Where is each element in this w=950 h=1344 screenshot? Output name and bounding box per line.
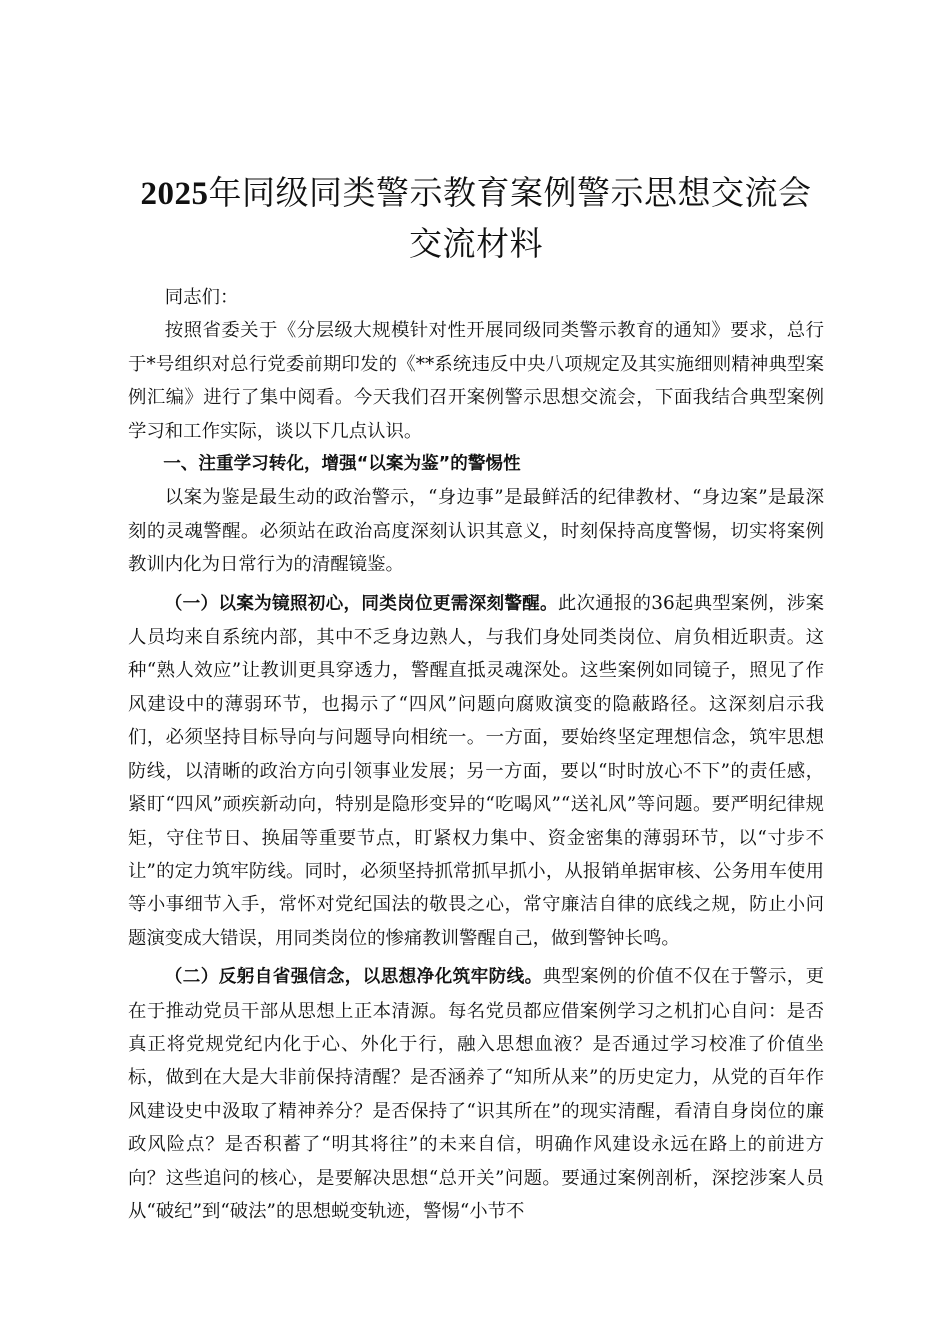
intro-paragraph: 按照省委关于《分层级大规模针对性开展同级同类警示教育的通知》要求，总行于*号组织对总行党委前期印发的《**系统违反中央八项规定及其实施细则精神典型案例汇编》进行了集中阅看。今天我们召开案例警示思想交流会，下面我结合典型案例学习和工作实际，谈以下几点认识。 bbox=[128, 320, 824, 442]
section-heading-1: 一、注重学习转化，增强“以案为鉴”的警惕性 bbox=[163, 454, 521, 475]
subsection-1-paragraph bbox=[128, 587, 824, 955]
document-body bbox=[128, 168, 824, 1228]
document-title bbox=[128, 168, 824, 269]
section-1-paragraph: 以案为鉴是最生动的政治警示，“身边事”是最鲜活的纪律教材、“身边案”是最深刻的灵魂警醒。必须站在政治高度深刻认识其意义，时刻保持高度警惕，切实将案例教训内化为日常行为的清醒镜鉴。 bbox=[128, 487, 824, 576]
title-text: 年同级同类警示教育案例警示思想交流会交流材料 bbox=[208, 173, 812, 263]
subsection-2-paragraph bbox=[128, 960, 824, 1228]
subsection-1-text: 此次通报的36起典型案例，涉案人员均来自系统内部，其中不乏身边熟人，与我们身处同类岗位、肩负相近职责。这种“熟人效应”让教训更具穿透力，警醒直抵灵魂深处。这些案例如同镜子，照见了作风建设中的薄弱环节，也揭示了“四风”问题向腐败演变的隐蔽路径。这深刻启示我们，必须坚持目标导向与问题导向相统一。一方面，要始终坚定理想信念，筑牢思想防线，以清晰的政治方向引领事业发展；另一方面，要以“时时放心不下”的责任感，紧盯“四风”顽疾新动向，特别是隐形变异的“吃喝风”“送礼风”等问题。要严明纪律规矩，守住节日、换届等重要节点，盯紧权力集中、资金密集的薄弱环节，以“寸步不让”的定力筑牢防线。同时，必须坚持抓常抓早抓小，从报销单据审核、公务用车使用等小事细节入手，常怀对党纪国法的敬畏之心，常守廉洁自律的底线之规，防止小问题演变成大错误，用同类岗位的惨痛教训警醒自己，做到警钟长鸣。 bbox=[128, 592, 824, 949]
subsection-1-heading: （一）以案为镜照初心，同类岗位更需深刻警醒。 bbox=[164, 593, 558, 614]
title-year: 2025 bbox=[140, 176, 209, 212]
subsection-2-text: 典型案例的价值不仅在于警示，更在于推动党员干部从思想上正本清源。每名党员都应借案例学习之机扪心自问：是否真正将党规党纪内化于心、外化于行，融入思想血液？是否通过学习校准了价值坐标，做到在大是大非前保持清醒？是否涵养了“知所从来”的历史定力，从党的百年作风建设史中汲取了精神养分？是否保持了“识其所在”的现实清醒，看清自身岗位的廉政风险点？是否积蓄了“明其将往”的未来自信，明确作风建设永远在路上的前进方向？这些追问的核心，是要解决思想“总开关”问题。要通过案例剖析，深挖涉案人员从“破纪”到“破法”的思想蜕变轨迹，警惕“小节不 bbox=[128, 966, 824, 1222]
subsection-2-heading: （二）反躬自省强信念，以思想净化筑牢防线。 bbox=[164, 967, 543, 988]
salutation: 同志们： bbox=[164, 287, 239, 308]
